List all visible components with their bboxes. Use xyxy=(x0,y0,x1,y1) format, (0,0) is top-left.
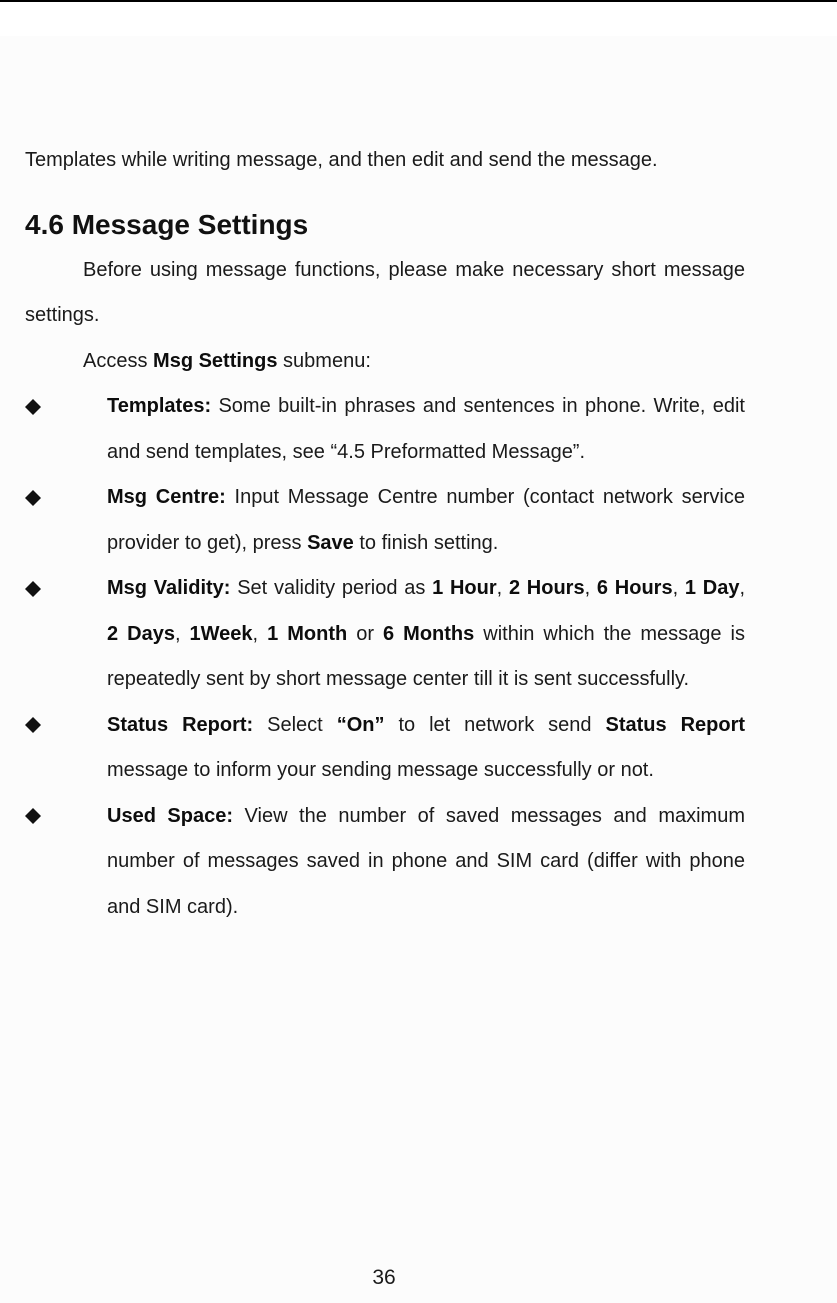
item-bold-text: “On” xyxy=(336,713,385,736)
intro-line: Templates while writing message, and then edit and send the message. xyxy=(25,149,658,171)
item-text: , xyxy=(739,577,745,599)
diamond-bullet-icon xyxy=(25,566,41,612)
diamond-bullet-icon xyxy=(25,703,41,749)
item-text: , xyxy=(174,622,190,645)
setting-item-msg-centre xyxy=(25,475,745,566)
item-text: to let network send xyxy=(384,713,606,736)
item-bold-text: 1 Month xyxy=(267,622,348,645)
item-text: , xyxy=(584,577,597,599)
item-text: to finish setting. xyxy=(353,531,499,554)
item-label: Msg Validity: xyxy=(107,577,231,599)
item-text: , xyxy=(672,577,685,599)
item-bold-text: 2 Hours xyxy=(508,577,585,599)
setting-item-status-report xyxy=(25,703,745,794)
diamond-bullet-icon xyxy=(25,475,41,521)
item-label: Msg Centre: xyxy=(107,486,226,508)
item-text: Input Message Centre number (contact network service provider to get), press xyxy=(107,486,745,554)
page-number: 36 xyxy=(372,1266,396,1289)
item-bold-text: 6 Hours xyxy=(596,577,673,599)
item-text: Set validity period as xyxy=(230,577,433,599)
item-text: View the number of saved messages and maximum number of messages saved in phone and SIM card (differ with phone and SIM card). xyxy=(107,804,745,918)
item-text: Some built-in phrases and sentences in phone. Write, edit and send templates, see “4.5 Preformatted Message”. xyxy=(107,395,745,463)
item-text: , xyxy=(252,622,268,645)
diamond-bullet-icon xyxy=(25,794,41,840)
item-bold-text: 1 Day xyxy=(684,577,740,599)
diamond-bullet-icon xyxy=(25,384,41,430)
item-text: or xyxy=(347,622,384,645)
item-bold-text: Save xyxy=(307,531,354,554)
item-label: Status Report: xyxy=(107,713,254,736)
item-bold-text: 1 Hour xyxy=(432,577,497,599)
item-label: Used Space: xyxy=(107,804,234,827)
item-text: within which the message is repeatedly sent by short message center till it is sent successfully. xyxy=(107,622,745,690)
setting-item-templates xyxy=(25,384,745,475)
setting-item-msg-validity xyxy=(25,566,745,703)
setting-item-used-space xyxy=(25,794,745,931)
item-text: Select xyxy=(253,713,337,736)
access-line xyxy=(25,339,745,385)
item-bold-text: 6 Months xyxy=(383,622,475,645)
section-heading: 4.6 Message Settings xyxy=(25,208,309,240)
top-rule xyxy=(0,0,837,2)
intro-paragraph: Before using message functions, please make necessary short message settings. xyxy=(25,258,745,326)
item-bold-text: Status Report xyxy=(605,713,746,736)
settings-list xyxy=(25,384,745,930)
item-text: message to inform your sending message successfully or not. xyxy=(107,759,654,781)
item-label: Templates: xyxy=(107,395,212,417)
item-text: , xyxy=(496,577,509,599)
access-menu-name: Msg Settings xyxy=(153,349,278,372)
item-bold-text: 1Week xyxy=(189,622,253,645)
access-prefix: Access xyxy=(83,349,154,372)
access-suffix: submenu: xyxy=(277,349,371,372)
item-bold-text: 2 Days xyxy=(107,622,175,645)
document-body xyxy=(25,138,745,930)
